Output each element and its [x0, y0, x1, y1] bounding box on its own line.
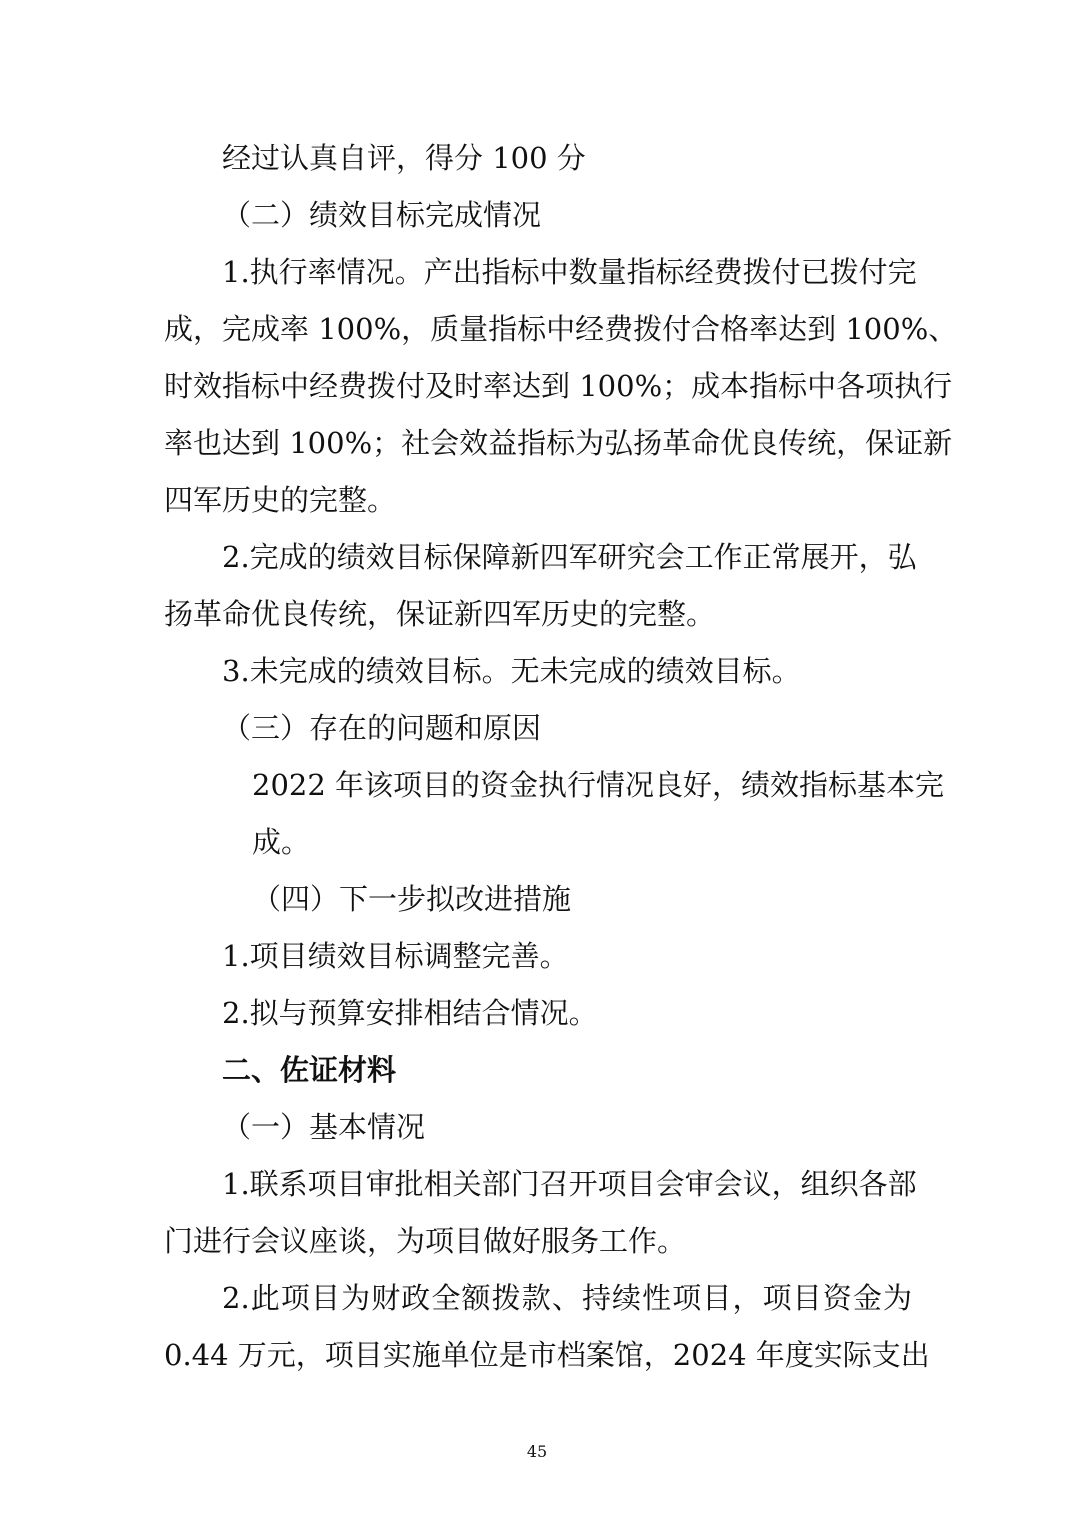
paragraph-line: 成，完成率 100%，质量指标中经费拨付合格率达到 100%、	[164, 312, 958, 346]
paragraph-line: 成。	[252, 825, 311, 859]
paragraph-line: 时效指标中经费拨付及时率达到 100%；成本指标中各项执行	[164, 369, 953, 403]
paragraph-line: 2.完成的绩效目标保障新四军研究会工作正常展开，弘	[222, 540, 917, 574]
section-heading-problems: （三）存在的问题和原因	[222, 711, 542, 745]
section-heading-basic-info: （一）基本情况	[222, 1110, 426, 1144]
page-number: 45	[526, 1442, 548, 1461]
paragraph-line: 1.项目绩效目标调整完善。	[222, 939, 569, 973]
text-line-score: 经过认真自评，得分 100 分	[222, 141, 586, 175]
paragraph-line: 3.未完成的绩效目标。无未完成的绩效目标。	[222, 654, 801, 688]
paragraph-line: 1.执行率情况。产出指标中数量指标经费拨付已拨付完	[222, 255, 917, 289]
paragraph-line: 2.此项目为财政全额拨款、持续性项目，项目资金为	[222, 1281, 912, 1315]
paragraph-line: 四军历史的完整。	[164, 483, 397, 517]
paragraph-line: 2022 年该项目的资金执行情况良好，绩效指标基本完	[252, 768, 945, 802]
paragraph-line: 门进行会议座谈，为项目做好服务工作。	[164, 1224, 687, 1258]
paragraph-line: 0.44 万元，项目实施单位是市档案馆，2024 年度实际支出	[164, 1338, 930, 1372]
paragraph-line: 率也达到 100%；社会效益指标为弘扬革命优良传统，保证新	[164, 426, 953, 460]
section-heading-goal-completion: （二）绩效目标完成情况	[222, 198, 542, 232]
paragraph-line: 1.联系项目审批相关部门召开项目会审会议，组织各部	[222, 1167, 917, 1201]
paragraph-line: 2.拟与预算安排相结合情况。	[222, 996, 598, 1030]
section-heading-evidence: 二、佐证材料	[222, 1053, 397, 1087]
section-heading-next-steps: （四）下一步拟改进措施	[252, 882, 572, 916]
paragraph-line: 扬革命优良传统，保证新四军历史的完整。	[164, 597, 716, 631]
